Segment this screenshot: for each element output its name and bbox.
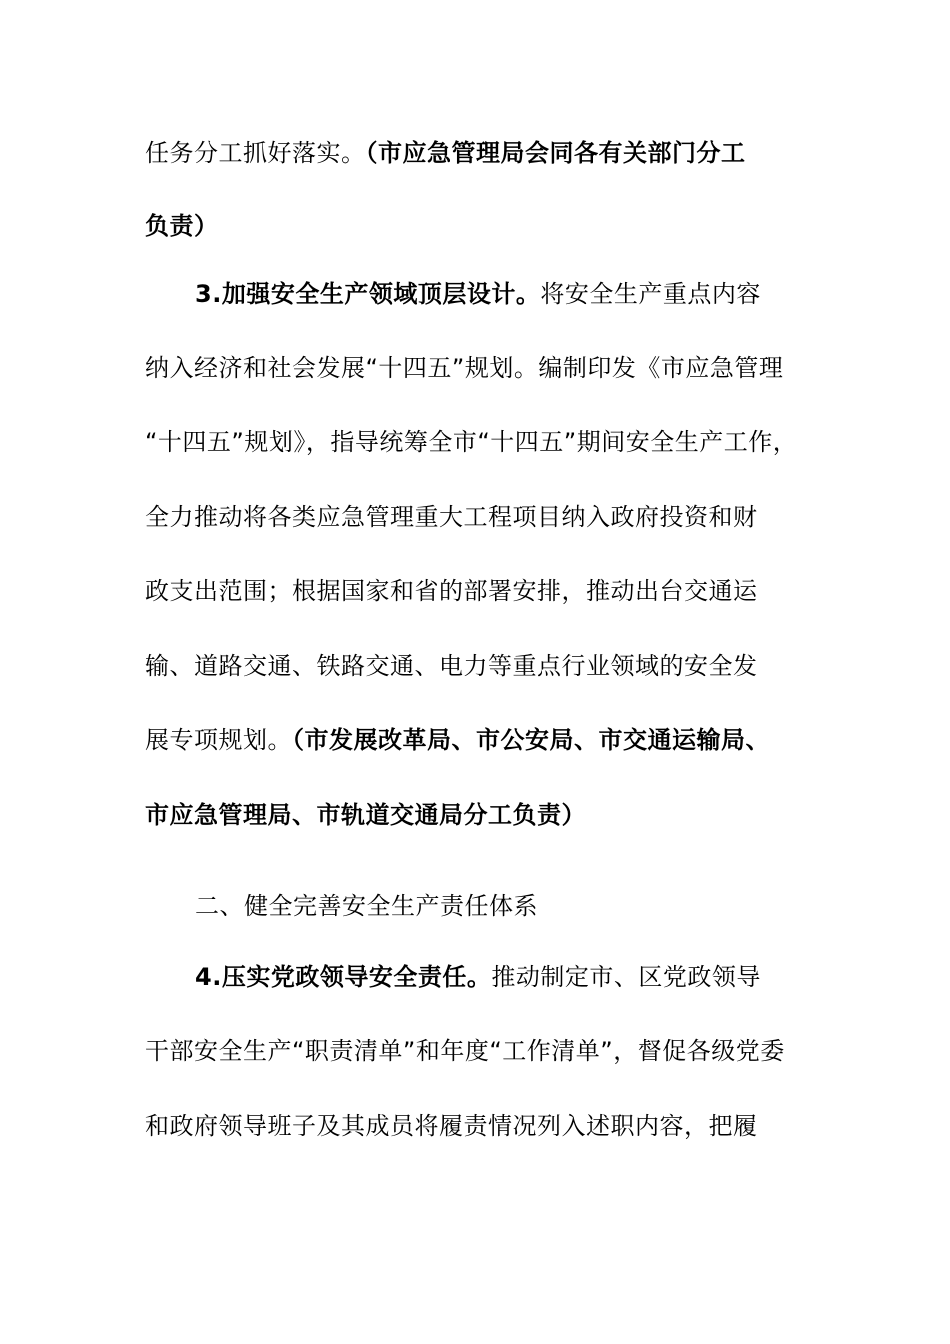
text-line: 3.加强安全生产领域顶层设计。将安全生产重点内容 (195, 280, 761, 308)
text-line: 全力推动将各类应急管理重大工程项目纳入政府投资和财 (145, 503, 758, 531)
responsible-departments: 负责） (145, 212, 219, 240)
text-line: 政支出范围；根据国家和省的部署安排，推动出台交通运 (145, 577, 758, 605)
responsible-departments: 市应急管理局、市轨道交通局分工负责） (145, 801, 586, 829)
text-line: 展专项规划。（市发展改革局、市公安局、市交通运输局、 (145, 726, 770, 754)
text-line: 4.压实党政领导安全责任。推动制定市、区党政领导 (195, 963, 761, 991)
text-line: 干部安全生产“职责清单”和年度“工作清单”，督促各级党委 (145, 1037, 785, 1065)
responsible-departments: （市应急管理局会同各有关部门分工 (365, 139, 746, 167)
text-line: “十四五”规划》，指导统筹全市“十四五”期间安全生产工作， (145, 428, 798, 456)
text-line: 和政府领导班子及其成员将履责情况列入述职内容，把履 (145, 1112, 758, 1140)
responsible-departments: （市发展改革局、市公安局、市交通运输局、 (292, 726, 770, 754)
item-heading: 4.压实党政领导安全责任。 (195, 963, 492, 991)
text-line: 输、道路交通、铁路交通、电力等重点行业领域的安全发 (145, 652, 758, 680)
text-line: 任务分工抓好落实。（市应急管理局会同各有关部门分工 (145, 139, 746, 167)
section-heading: 二、健全完善安全生产责任体系 (195, 892, 538, 920)
text-line: 纳入经济和社会发展“十四五”规划。编制印发《市应急管理 (145, 354, 784, 382)
item-heading: 3.加强安全生产领域顶层设计。 (195, 280, 541, 308)
